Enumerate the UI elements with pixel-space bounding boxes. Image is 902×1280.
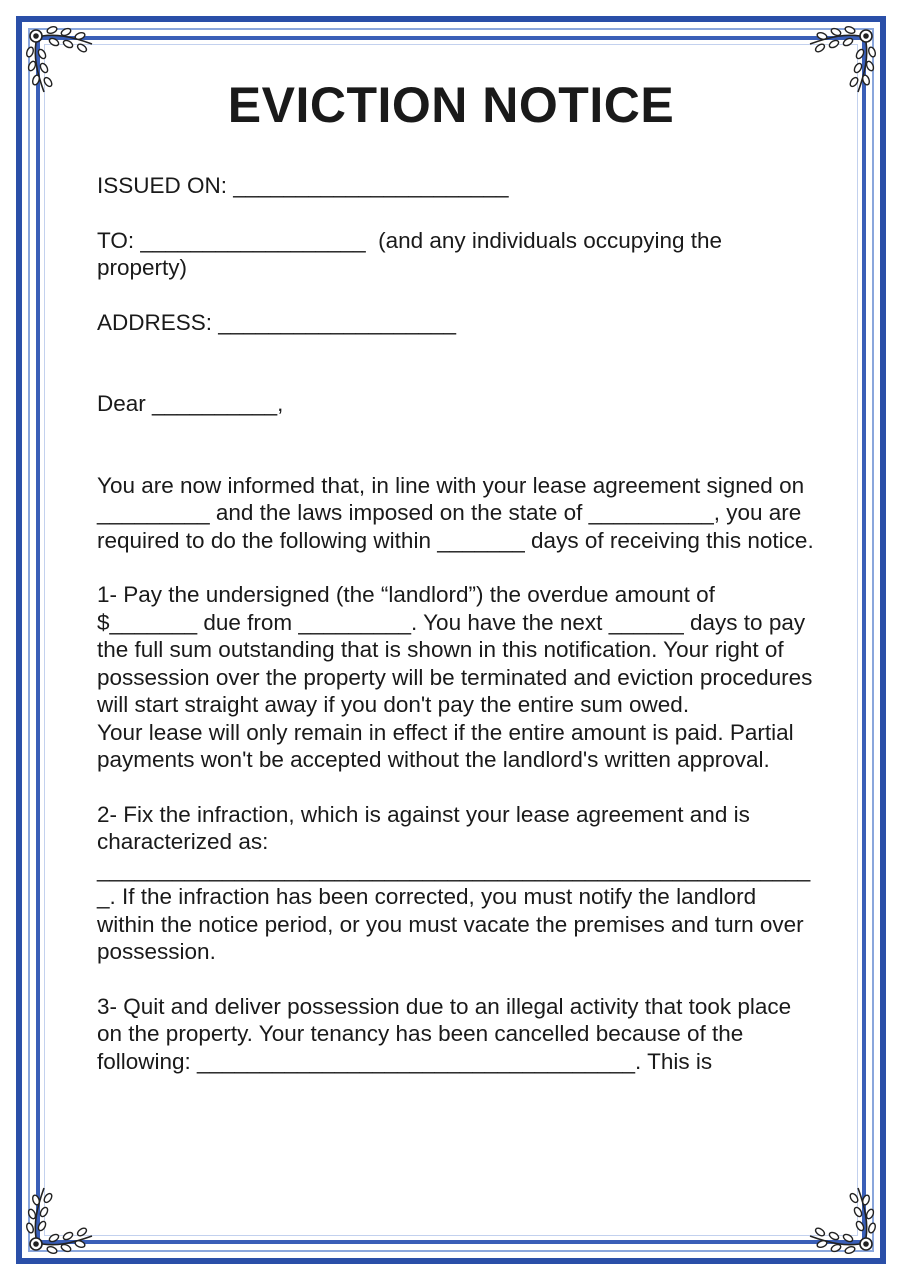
item-2-paragraph: 2- Fix the infraction, which is against your lease agreement and is characterized as: bbox=[97, 801, 757, 854]
greeting-line: Dear __________, bbox=[97, 391, 284, 416]
address-line: ADDRESS: ___________________ bbox=[97, 309, 457, 335]
item-2-blank-line: _________________________________________________________ bbox=[97, 856, 811, 882]
issued-on-line: ISSUED ON: ______________________ bbox=[97, 173, 509, 198]
item-1-paragraph: 1- Pay the undersigned (the “landlord”) the overdue amount of $_______ due from _________. You have the next ______ days to pay the full sum outstanding that is shown in this notification. Your right of possession over the property will be terminated and eviction procedures will start straight away if you don't pay the entire sum owed. bbox=[97, 582, 819, 717]
item-2-continuation: _. If the infraction has been corrected, you must notify the landlord within the notice period, or you must vacate the premises and turn over possession. bbox=[97, 884, 810, 964]
document-title: EVICTION NOTICE bbox=[227, 77, 675, 133]
to-line: TO: __________________ (and any individuals occupying the property) bbox=[97, 227, 729, 280]
item-3-paragraph: 3- Quit and deliver possession due to an illegal activity that took place on the property. Your tenancy has been cancelled because of the following: ___________________________________. This is bbox=[97, 993, 798, 1074]
intro-paragraph: You are now informed that, in line with your lease agreement signed on _________ and the laws imposed on the state of __________, you are required to do the following within _______ days of receiving this notice. bbox=[97, 472, 814, 553]
floral-corner-ornament-icon bbox=[796, 1174, 880, 1258]
notice-body bbox=[97, 172, 817, 1075]
floral-corner-ornament-icon bbox=[22, 1174, 106, 1258]
item-1-continuation: Your lease will only remain in effect if the entire amount is paid. Partial payments won't be accepted without the landlord's written approval. bbox=[97, 719, 800, 772]
